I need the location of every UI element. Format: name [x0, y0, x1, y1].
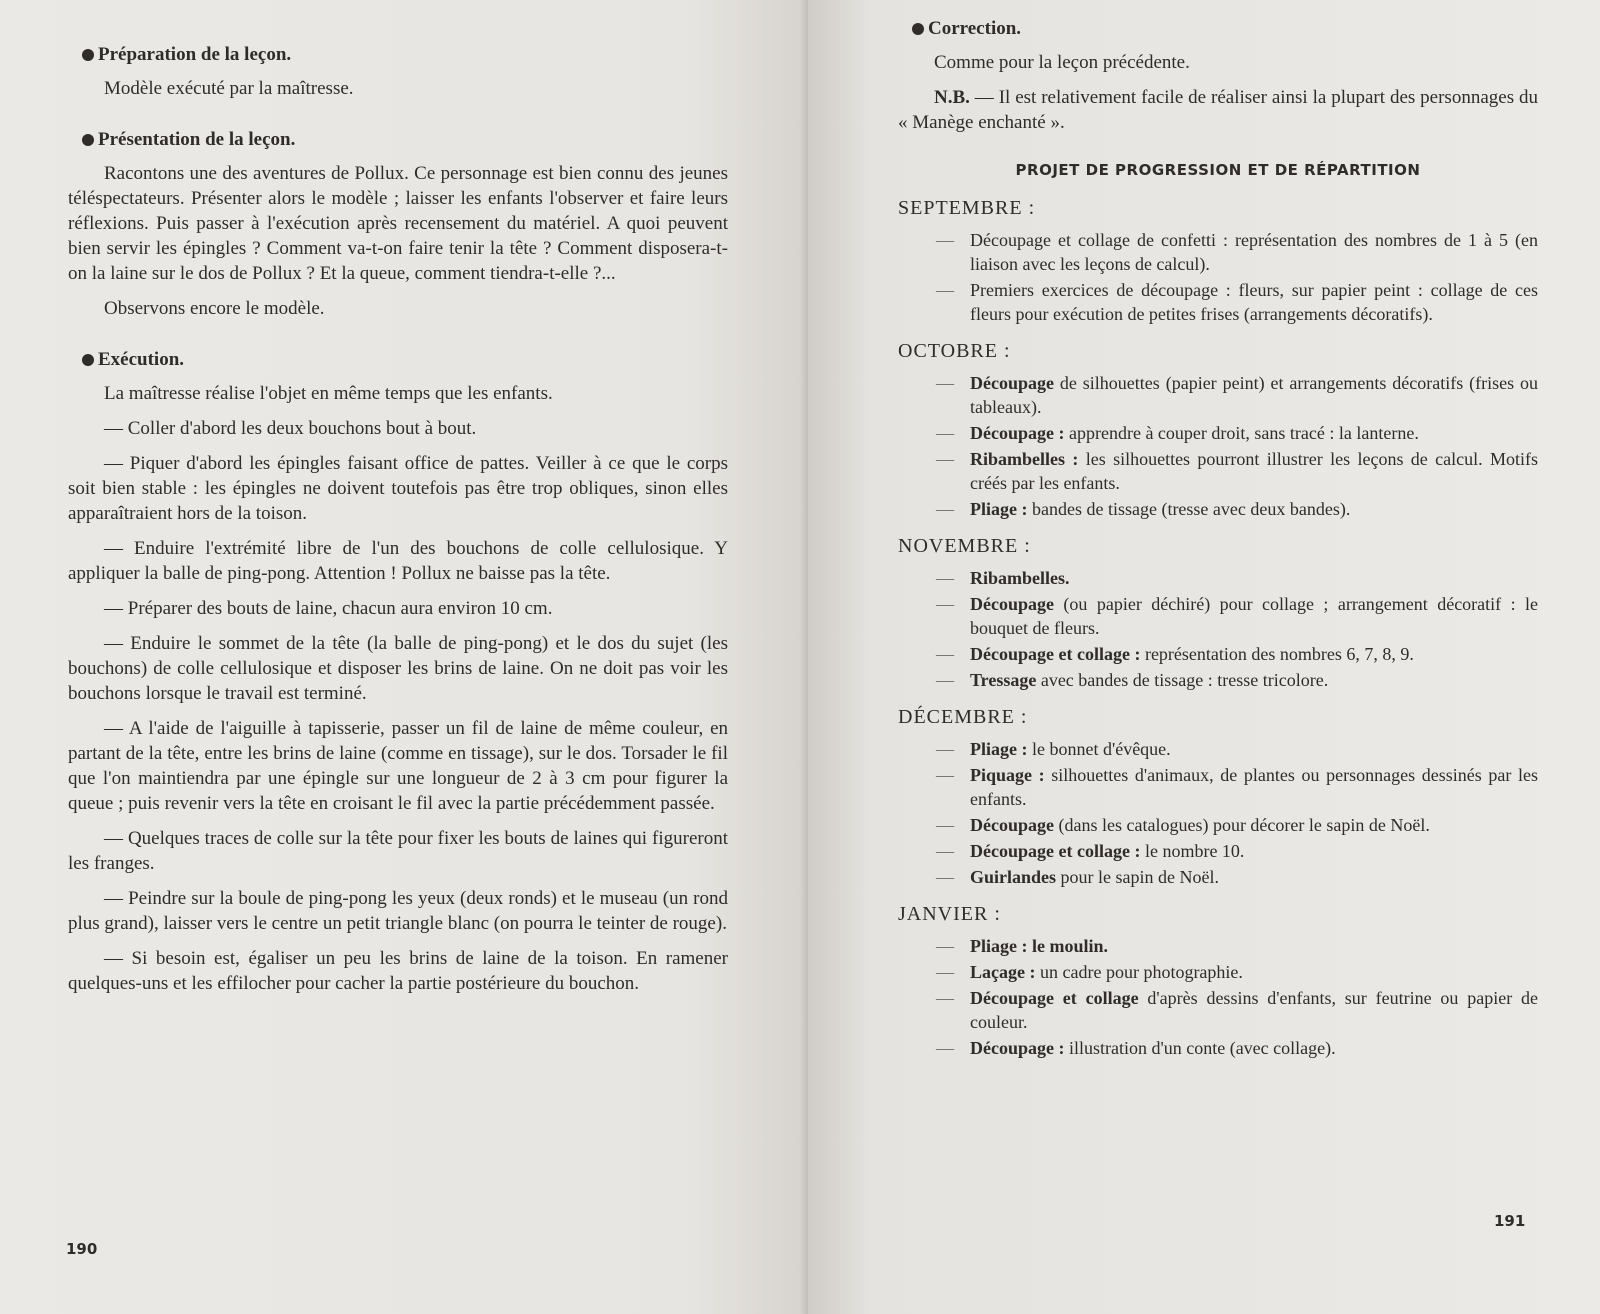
item-text: illustration d'un conte (avec collage).	[1064, 1038, 1336, 1058]
execution-step: — Peindre sur la boule de ping-pong les yeux (deux ronds) et le museau (un rond plus grand), laisser vers le centre un petit triangle blanc (on pourra le teinter de rouge).	[68, 888, 728, 934]
month-heading: DÉCEMBRE :	[898, 706, 1028, 728]
month-item	[898, 668, 1538, 692]
item-keyword: Découpage et collage	[970, 988, 1139, 1008]
execution-step: — Préparer des bouts de laine, chacun aura environ 10 cm.	[104, 598, 553, 619]
month-item	[898, 421, 1538, 445]
heading-text: Préparation de la leçon.	[98, 44, 292, 65]
month-item	[898, 447, 1538, 495]
month-item	[898, 960, 1538, 984]
item-text: (dans les catalogues) pour décorer le sapin de Noël.	[1054, 815, 1430, 835]
nb-text: — Il est relativement facile de réaliser ainsi la plupart des personnages du « Manège enchanté ».	[898, 87, 1538, 133]
item-text: apprendre à couper droit, sans tracé : la lanterne.	[1064, 423, 1419, 443]
right-column	[898, 18, 1538, 1062]
dash-marker: —	[936, 867, 954, 887]
dash-marker: —	[936, 739, 954, 759]
dash-marker: —	[936, 670, 954, 690]
dash-marker: —	[936, 280, 954, 300]
item-keyword: Pliage :	[970, 499, 1028, 519]
item-text: avec bandes de tissage : tresse tricolore.	[1036, 670, 1329, 690]
left-column	[68, 44, 728, 1006]
dash-marker: —	[936, 499, 954, 519]
dash-marker: —	[936, 594, 954, 614]
item-keyword: Découpage	[970, 815, 1054, 835]
item-text: représentation des nombres 6, 7, 8, 9.	[1140, 644, 1414, 664]
heading-text: Correction.	[928, 18, 1022, 39]
month-item	[898, 228, 1538, 276]
item-keyword: Découpage et collage :	[970, 841, 1141, 861]
item-keyword: Découpage	[970, 373, 1054, 393]
month-item	[898, 497, 1538, 521]
execution-step: — A l'aide de l'aiguille à tapisserie, passer un fil de laine de même couleur, en partant de la tête, entre les brins de laine (comme en tissage), sur le dos. Torsader le fil que l'on maintiendra par une épingle sur une longueur de 2 à 3 cm pour figurer la queue ; puis revenir vers la tête en croisant le fil avec la partie précédemment passée.	[68, 718, 728, 814]
dash-marker: —	[936, 988, 954, 1008]
item-text: bandes de tissage (tresse avec deux bandes).	[1027, 499, 1351, 519]
bullet-icon	[912, 23, 924, 35]
month-item	[898, 839, 1538, 863]
item-keyword: Ribambelles :	[970, 449, 1079, 469]
item-text: Découpage et collage de confetti : représentation des nombres de 1 à 5 (en liaison avec les leçons de calcul).	[970, 230, 1538, 274]
item-keyword: Découpage :	[970, 1038, 1065, 1058]
section-heading-presentation	[68, 129, 728, 151]
item-keyword: Tressage	[970, 670, 1037, 690]
bullet-icon	[82, 49, 94, 61]
month-heading: SEPTEMBRE :	[898, 197, 1036, 219]
right-page	[808, 0, 1600, 1314]
month-heading: NOVEMBRE :	[898, 535, 1031, 557]
dash-marker: —	[936, 1038, 954, 1058]
execution-step: — Si besoin est, égaliser un peu les brins de laine de la toison. En ramener quelques-uns et les effilocher pour cacher la partie postérieure du bouchon.	[68, 948, 728, 994]
correction-text: Comme pour la leçon précédente.	[934, 52, 1190, 73]
preparation-text: Modèle exécuté par la maîtresse.	[104, 78, 354, 99]
dash-marker: —	[936, 765, 954, 785]
section-heading-preparation	[68, 44, 728, 66]
month-heading: OCTOBRE :	[898, 340, 1011, 362]
item-keyword: Pliage : le moulin.	[970, 936, 1108, 956]
item-text: de silhouettes (papier peint) et arrangements décoratifs (frises ou tableaux).	[970, 373, 1538, 417]
item-text: Premiers exercices de découpage : fleurs, sur papier peint : collage de ces fleurs pour exécution de petites frises (arrangements décoratifs).	[970, 280, 1538, 324]
month-item	[898, 566, 1538, 590]
bullet-icon	[82, 134, 94, 146]
dash-marker: —	[936, 423, 954, 443]
execution-step: — Quelques traces de colle sur la tête pour fixer les bouts de laines qui figureront les franges.	[68, 828, 728, 874]
dash-marker: —	[936, 936, 954, 956]
page-number-right: 191	[1494, 1212, 1526, 1230]
month-list	[898, 197, 1538, 1060]
dash-marker: —	[936, 230, 954, 250]
heading-text: Exécution.	[98, 349, 185, 370]
item-keyword: Pliage :	[970, 739, 1028, 759]
dash-marker: —	[936, 962, 954, 982]
execution-step: — Coller d'abord les deux bouchons bout à bout.	[104, 418, 477, 439]
item-keyword: Découpage et collage :	[970, 644, 1141, 664]
item-keyword: Laçage :	[970, 962, 1036, 982]
presentation-paragraph: Observons encore le modèle.	[104, 298, 325, 319]
item-text: le bonnet d'évêque.	[1027, 739, 1171, 759]
item-text: le nombre 10.	[1140, 841, 1245, 861]
month-item	[898, 642, 1538, 666]
section-heading-execution	[68, 349, 728, 371]
nb-label: N.B.	[934, 87, 970, 108]
item-text: un cadre pour photographie.	[1035, 962, 1243, 982]
execution-step: — Enduire l'extrémité libre de l'un des bouchons de colle cellulosique. Y appliquer la balle de ping-pong. Attention ! Pollux ne baisse pas la tête.	[68, 538, 728, 584]
execution-step: La maîtresse réalise l'objet en même temps que les enfants.	[104, 383, 553, 404]
dash-marker: —	[936, 449, 954, 469]
item-keyword: Ribambelles.	[970, 568, 1070, 588]
month-item	[898, 1036, 1538, 1060]
month-heading: JANVIER :	[898, 903, 1001, 925]
month-item	[898, 592, 1538, 640]
section-heading-correction	[898, 18, 1538, 40]
dash-marker: —	[936, 568, 954, 588]
item-keyword: Découpage	[970, 594, 1054, 614]
item-keyword: Piquage :	[970, 765, 1045, 785]
item-keyword: Découpage :	[970, 423, 1065, 443]
presentation-paragraph: Racontons une des aventures de Pollux. Ce personnage est bien connu des jeunes téléspectateurs. Présenter alors le modèle ; laisser les enfants l'observer et faire leurs réflexions. Puis passer à l'exécution après recensement du matériel. A quoi peuvent bien servir les épingles ? Comment va-t-on faire tenir la tête ? Comment disposera-t-on la laine sur le dos de Pollux ? Et la queue, comment tiendra-t-elle ?...	[68, 163, 728, 284]
dash-marker: —	[936, 841, 954, 861]
dash-marker: —	[936, 373, 954, 393]
month-item	[898, 813, 1538, 837]
heading-text: Présentation de la leçon.	[98, 129, 296, 150]
bullet-icon	[82, 354, 94, 366]
nb-note	[898, 85, 1538, 135]
item-text: silhouettes d'animaux, de plantes ou personnages dessinés par les enfants.	[970, 765, 1538, 809]
execution-step: — Piquer d'abord les épingles faisant office de pattes. Veiller à ce que le corps soit bien stable : les épingles ne doivent toutefois pas être trop obliques, sinon elles apparaîtraient hors de la toison.	[68, 453, 728, 524]
item-text: pour le sapin de Noël.	[1056, 867, 1219, 887]
item-text: les silhouettes pourront illustrer les leçons de calcul. Motifs créés par les enfants.	[970, 449, 1538, 493]
item-keyword: Guirlandes	[970, 867, 1057, 887]
page-number-left: 190	[66, 1240, 98, 1258]
dash-marker: —	[936, 815, 954, 835]
month-item	[898, 737, 1538, 761]
month-item	[898, 763, 1538, 811]
item-text: (ou papier déchiré) pour collage ; arrangement décoratif : le bouquet de fleurs.	[970, 594, 1538, 638]
dash-marker: —	[936, 644, 954, 664]
project-title: PROJET DE PROGRESSION ET DE RÉPARTITION	[1015, 161, 1421, 179]
month-item	[898, 934, 1538, 958]
item-text: d'après dessins d'enfants, sur feutrine ou papier de couleur.	[970, 988, 1538, 1032]
month-item	[898, 865, 1538, 889]
month-item	[898, 371, 1538, 419]
month-item	[898, 278, 1538, 326]
execution-step: — Enduire le sommet de la tête (la balle de ping-pong) et le dos du sujet (les bouchons) de colle cellulosique et disposer les brins de laine. On ne doit pas voir les bouchons lorsque le travail est terminé.	[68, 633, 728, 704]
month-item	[898, 986, 1538, 1034]
